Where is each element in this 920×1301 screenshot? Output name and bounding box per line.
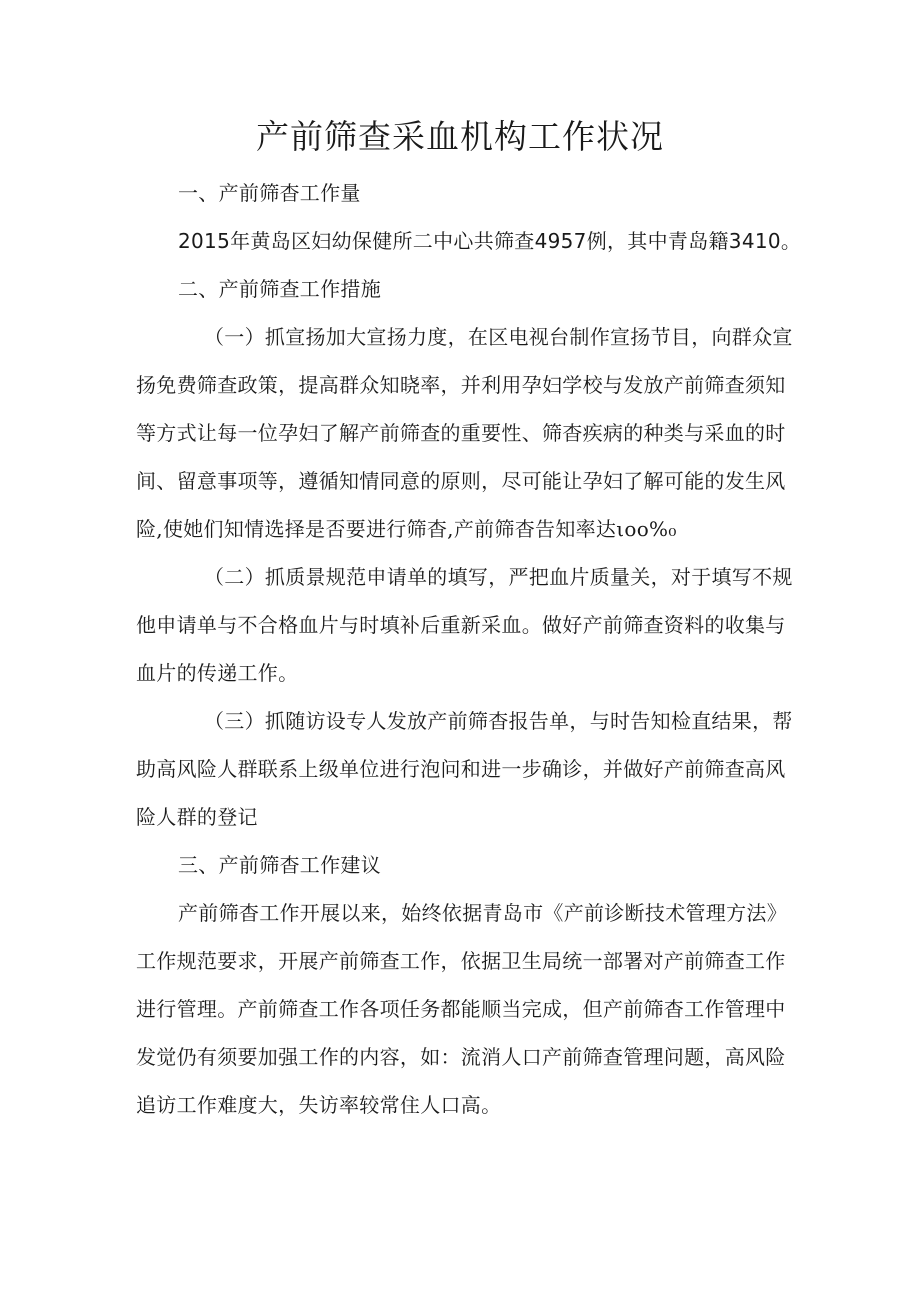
paragraph-line: 追访工作难度大，失访率较常住人口高。	[136, 1093, 502, 1117]
paragraph-line: 发觉仍有须要加强工作的内容，如：流消人口产前筛查管理问题，高风险	[136, 1045, 786, 1069]
section-heading-3: 三、产前筛杳工作建议	[178, 853, 381, 877]
paragraph-line: （三）抓随访设专人发放产前筛杳报告单，与时告知检直结果，帮	[204, 709, 793, 733]
paragraph-line: 血片的传递工作。	[136, 661, 299, 685]
paragraph-line: （二）抓质景规范申请单的填写，严把血片质量关，对于填写不规	[204, 565, 793, 589]
paragraph-line: 工作规范要求，开展产前筛查工作，依据卫生局统一部署对产前筛查工作	[136, 949, 786, 973]
paragraph-line: 扬免费筛查政策，提高群众知晓率，并利用孕妇学校与发放产前筛查须知	[136, 373, 786, 397]
paragraph-line: 进行管理。产前筛查工作各项任务都能顺当完成，但产前筛杳工作管理中	[136, 997, 786, 1021]
paragraph-line: 间、留意事项等，遵循知情同意的原则，尽可能让孕妇了解可能的发生风	[136, 469, 786, 493]
paragraph-line: 等方式让每一位孕妇了解产前筛查的重要性、筛杳疾病的种类与采血的时	[136, 421, 786, 445]
paragraph-line: 助高风险人群联系上级单位进行泡问和进一步确诊，并做好产前筛查高风	[136, 757, 786, 781]
section-heading-2: 二、产前筛查工作措施	[178, 277, 381, 301]
paragraph-line: 产前筛杳工作开展以来，始终依据青岛市《产前诊断技术管理方法》	[178, 901, 787, 925]
document-title: 产前筛查采血机构工作状况	[256, 117, 664, 156]
section-heading-1: 一、产前筛杳工作量	[178, 181, 361, 205]
paragraph-line: 他申请单与不合格血片与时填补后重新采血。做好产前筛查资料的收集与	[136, 613, 786, 637]
paragraph-line: 2015年黄岛区妇幼保健所二中心共筛查4957例，其中青岛籍3410。	[178, 229, 802, 253]
paragraph-line: （一）抓宣扬加大宣扬力度，在区电视台制作宣扬节目，向群众宣	[204, 325, 793, 349]
paragraph-line: 险,使她们知情选择是否要进行筛杳,产前筛杳告知率达ιoo%₀	[136, 517, 677, 541]
paragraph-line: 险人群的登记	[136, 805, 258, 829]
